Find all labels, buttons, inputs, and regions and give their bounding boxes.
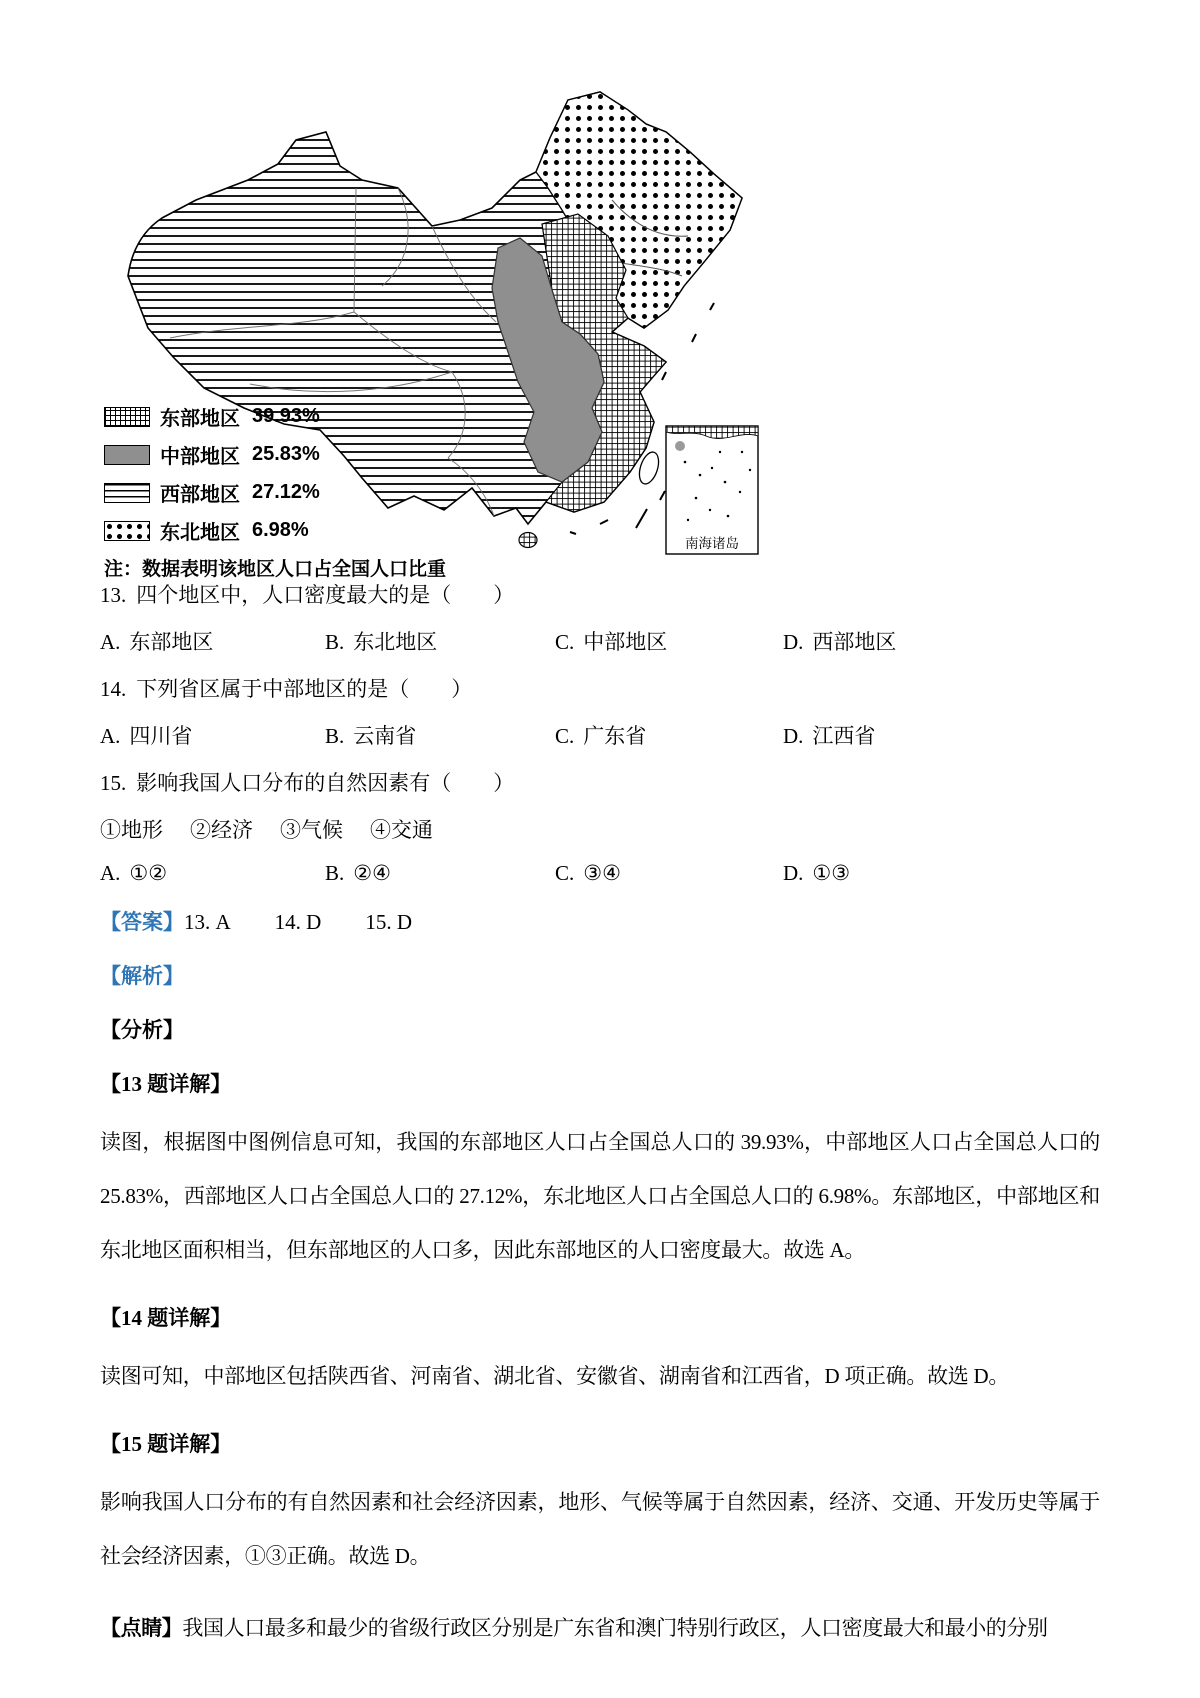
section-jiexi: 【解析】 <box>100 964 184 988</box>
question-15-stem <box>100 767 1100 797</box>
option-14-d <box>783 720 1100 750</box>
option-key: B. <box>325 630 345 654</box>
option-key: B. <box>325 724 345 748</box>
inset-box <box>666 426 758 554</box>
option-key: D. <box>783 861 804 885</box>
option-key: A. <box>100 724 121 748</box>
option-key: D. <box>783 724 804 748</box>
legend-label: 中部地区 <box>160 446 240 468</box>
option-key: C. <box>555 724 575 748</box>
legend-value: 27.12% <box>252 481 320 503</box>
map-legend <box>104 402 446 581</box>
option-13-a <box>100 626 325 656</box>
answer-line <box>100 906 1100 936</box>
question-13-stem <box>100 579 1100 609</box>
legend-value: 6.98% <box>252 519 309 541</box>
option-text: 四川省 <box>129 724 193 748</box>
option-15-a <box>100 861 325 886</box>
option-text: 江西省 <box>812 724 876 748</box>
question-15-options <box>100 861 1100 886</box>
option-13-b <box>325 626 555 656</box>
tip-paragraph <box>100 1602 1100 1656</box>
option-text: ②④ <box>353 861 391 885</box>
option-text: 东部地区 <box>129 630 214 654</box>
question-text: 下列省区属于中部地区的是（ ） <box>136 677 473 701</box>
tip-label: 【点睛】 <box>100 1615 183 1640</box>
numbered-item: ②经济 <box>190 818 253 842</box>
option-key: C. <box>555 861 575 885</box>
question-text: 影响我国人口分布的自然因素有（ ） <box>136 771 515 795</box>
numbered-item: ③气候 <box>280 818 343 842</box>
inset-label: 南海诸岛 <box>685 536 739 551</box>
legend-item-east <box>104 402 446 431</box>
answer-label: 【答案】 <box>100 910 184 934</box>
tip-body: 我国人口最多和最少的省级行政区分别是广东省和澳门特别行政区，人口密度最大和最小的分别 <box>182 1615 1048 1640</box>
legend-label: 东北地区 <box>160 522 240 544</box>
option-text: 中部地区 <box>583 630 668 654</box>
legend-item-northeast <box>104 516 446 545</box>
option-13-c <box>555 626 783 656</box>
option-text: 广东省 <box>583 724 647 748</box>
option-key: A. <box>100 861 121 885</box>
answer-item: 14. D <box>274 910 322 934</box>
legend-swatch-solid <box>104 445 150 465</box>
option-text: ①③ <box>812 861 851 885</box>
answer-item: 15. D <box>365 910 413 934</box>
option-key: D. <box>783 630 804 654</box>
question-text: 四个地区中，人口密度最大的是（ ） <box>136 583 515 607</box>
detail-14-body: 读图可知，中部地区包括陕西省、河南省、湖北省、安徽省、湖南省和江西省，D 项正确。故选 D。 <box>100 1363 1010 1388</box>
numbered-item: ④交通 <box>370 818 433 842</box>
option-key: C. <box>555 630 575 654</box>
question-13-options <box>100 626 1100 656</box>
detail-13-heading: 【13 题详解】 <box>100 1072 232 1096</box>
legend-swatch-dots <box>104 521 150 541</box>
legend-item-central <box>104 440 446 469</box>
option-15-b <box>325 861 555 886</box>
legend-label: 西部地区 <box>160 484 240 506</box>
detail-14-heading: 【14 题详解】 <box>100 1305 232 1330</box>
numbered-item: ①地形 <box>100 818 163 842</box>
option-key: B. <box>325 861 345 885</box>
legend-swatch-grid <box>104 407 150 427</box>
option-text: 西部地区 <box>812 630 897 654</box>
china-regions-map-figure <box>100 80 762 580</box>
question-14-options <box>100 720 1100 750</box>
section-fenxi: 【分析】 <box>100 1018 184 1042</box>
option-15-d <box>783 861 1100 886</box>
option-15-c <box>555 861 783 886</box>
option-text: 东北地区 <box>353 630 438 654</box>
question-15-items <box>100 814 1100 844</box>
option-14-c <box>555 720 783 750</box>
legend-note: 注：数据表明该地区人口占全国人口比重 <box>104 559 447 580</box>
legend-value: 25.83% <box>252 443 320 465</box>
detail-15-heading: 【15 题详解】 <box>100 1431 232 1456</box>
legend-value: 39.93% <box>252 405 320 427</box>
option-14-b <box>325 720 555 750</box>
question-number: 13. <box>100 583 127 607</box>
legend-label: 东部地区 <box>160 408 240 430</box>
question-14-stem <box>100 673 1100 703</box>
question-number: 15. <box>100 771 127 795</box>
answer-item: 13. A <box>184 910 231 934</box>
option-text: ①② <box>129 861 168 885</box>
hainan-island <box>519 533 537 548</box>
legend-item-west <box>104 478 446 507</box>
option-14-a <box>100 720 325 750</box>
legend-swatch-hlines <box>104 483 150 503</box>
option-13-d <box>783 626 1100 656</box>
option-key: A. <box>100 630 121 654</box>
option-text: ③④ <box>583 861 621 885</box>
option-text: 云南省 <box>353 724 417 748</box>
question-number: 14. <box>100 677 127 701</box>
detail-15-body: 影响我国人口分布的有自然因素和社会经济因素，地形、气候等属于自然因素，经济、交通、开发历史等属于社会经济因素，①③正确。故选 D。 <box>100 1489 1100 1568</box>
detail-13-body: 读图，根据图中图例信息可知，我国的东部地区人口占全国总人口的 39.93%，中部地区人口占全国总人口的 25.83%，西部地区人口占全国总人口的 27.12%，东北地区人口占全国总人口的 6.98%。东部地区，中部地区和东北地区面积相当，但东部地区的人口多，因此东部地区的人口密度最大。故选 A。 <box>100 1130 1100 1262</box>
